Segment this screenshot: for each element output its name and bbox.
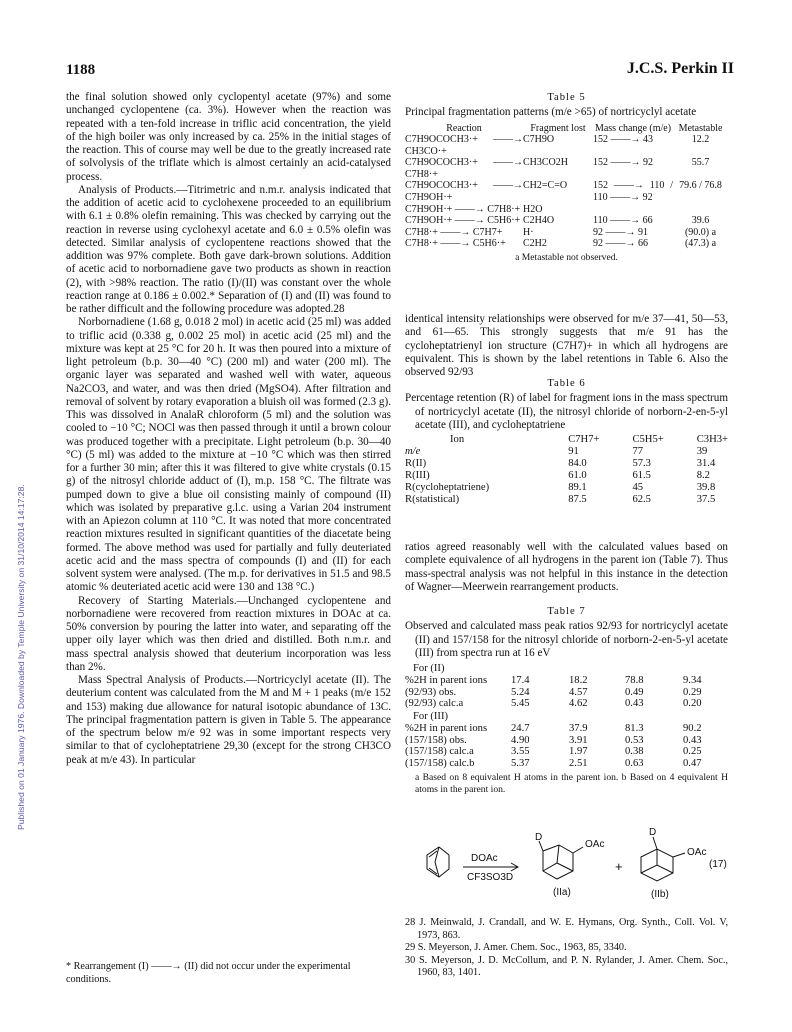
header-cell: Mass change (m/e) [594, 122, 672, 134]
cell: 152 ——→ 92 [593, 157, 653, 169]
cell: 0.43 [625, 698, 644, 710]
table-group-label: For (III) [413, 711, 449, 723]
table-caption: Table 6 [547, 378, 586, 389]
cell: (90.0) a [684, 226, 717, 238]
cell: R(III) [405, 470, 430, 481]
table-row [405, 723, 728, 735]
cell: 91 [568, 446, 579, 457]
table-caption: Table 5 [547, 92, 586, 103]
table-row [405, 470, 728, 482]
table-row [405, 735, 728, 747]
oac-label: OAc [585, 839, 605, 850]
header-cell: Reaction [446, 122, 482, 134]
reagent-top: DOAc [471, 853, 498, 864]
side-note [4, 210, 26, 830]
cell [673, 204, 728, 216]
cell: (157/158) calc.b [405, 758, 475, 770]
cell: 152 ——→ 43 [593, 134, 653, 146]
table7-iii [405, 723, 728, 769]
cell: 8.2 [696, 470, 710, 481]
table-row [405, 180, 728, 203]
table-row [405, 134, 728, 157]
cell: 5.24 [511, 686, 530, 698]
table-title: Percentage retention (R) of label for fragment ions in the mass spectrum of nortricyclyl acetate (II), the nitrosyl chloride of norborn-2-en-5-yl acetate (III), and cycloheptatriene [405, 392, 728, 431]
table-caption: Table 7 [547, 606, 586, 617]
cell: 92 ——→ 91 [593, 226, 648, 238]
product-label-IIa: (IIa) [553, 887, 571, 898]
table7-ii [405, 675, 728, 710]
paragraph: Recovery of Starting Materials.—Unchanged cyclopentene and norbornadiene were recovered from reaction mixtures in DOAc at ca. 50% conversion by pouring the latter into water, and separating off the upper oily layer which was then dried and distilled. Both n.m.r. and mass spectral analysis showed that deuterium incorporation was less than 2%. [66, 594, 391, 673]
header-cell: C7H7+ [568, 434, 600, 445]
cell: 9.34 [683, 675, 702, 687]
cell: 4.57 [569, 686, 588, 698]
body-text: ratios agreed reasonably well with the calculated values based on complete equivalence of all hydrogens in the parent ion (Table 7). Thus mass-spectral analysis was not helpful in this instance in the detection of Wagner—Meerwein rearrangement products. [405, 541, 728, 593]
cell: C7H8·+ ——→ C5H6·+ [405, 238, 506, 250]
table-title: Observed and calculated mass peak ratios 92/93 for nortricyclyl acetate (II) and 157/158 for the nitrosyl chloride of norborn-2-en-5-yl acetate (III) from spectra run at 16 eV [405, 620, 728, 659]
cell: 110 ——→ 66 [593, 215, 653, 227]
table-row [405, 204, 728, 216]
cell: 4.62 [569, 698, 588, 710]
cell: (47.3) a [684, 238, 717, 250]
deuterium-label: D [649, 827, 657, 838]
cell: 37.9 [569, 723, 588, 735]
cell: 5.37 [511, 758, 530, 770]
left-footnote: * Rearrangement (I) ——→ (II) did not occur under the experimental conditions. [66, 961, 351, 985]
cell [593, 204, 673, 216]
table6 [405, 434, 728, 506]
body-text: identical intensity relationships were observed for m/e 37—41, 50—53, and 61—65. This strongly suggests that m/e 91 has the cycloheptatrienyl ion structure (C7H7)+ in which all hydrogens are equivalent. This is shown by the label retentions in Table 6. Also the observed 92/93 [405, 313, 728, 378]
table-row [405, 758, 728, 770]
cell: C7H9OCOCH3·+ ——→ CH3CO·+ [405, 134, 523, 157]
cell: H2O [523, 203, 543, 215]
cell: C7H9OCOCH3·+ ——→ C7H8·+ [405, 157, 523, 180]
table-title: Principal fragmentation patterns (m/e >65) of nortricyclyl acetate [405, 106, 697, 119]
cell: 61.0 [568, 470, 587, 481]
cell: 61.5 [632, 470, 651, 481]
plus-sign: + [615, 859, 623, 874]
cell: 17.4 [511, 675, 530, 687]
cell: 78.8 [625, 675, 644, 687]
paragraph: Mass Spectral Analysis of Products.—Nortricyclyl acetate (II). The deuterium content was calculated from the M and M + 1 peaks (m/e 152 and 153) making due allowance for natural isotopic abundance of 13C. The principal fragmentation pattern is given in Table 5. The appearance of the spectrum below m/e 92 was in some important respects very similar to that of cycloheptatriene 29,30 (except for the strong CH3CO peak at m/e 43). In particular [66, 674, 391, 766]
cell: C7H8·+ ——→ C7H7+ [405, 226, 503, 238]
cell: C7H9OH·+ ——→ C7H8·+ [405, 203, 521, 215]
cell: 90.2 [683, 723, 702, 735]
cell: 57.3 [632, 458, 651, 469]
cell: %2H in parent ions [405, 675, 488, 687]
cell: 39.6 [691, 215, 710, 227]
product-IIb-structure [641, 837, 685, 881]
cell: 4.90 [511, 734, 530, 746]
journal-title: J.C.S. Perkin II [626, 60, 734, 77]
cell: 45 [632, 482, 644, 493]
cell: 0.43 [683, 734, 702, 746]
cell: R(statistical) [405, 494, 460, 505]
cell: 31.4 [696, 458, 716, 469]
cell: C7H9OCOCH3·+ ——→ C7H9OH·+ [405, 180, 523, 204]
table-row [405, 675, 728, 687]
cell: 0.20 [683, 698, 702, 710]
cell: 24.7 [511, 723, 530, 735]
references [405, 917, 728, 980]
table-row [405, 494, 728, 506]
cell: CH2=C=O [523, 180, 568, 192]
table-row [405, 227, 728, 239]
cell: 1.97 [569, 746, 588, 758]
cell: (92/93) obs. [405, 686, 457, 698]
header-cell: C5H5+ [632, 434, 664, 445]
deuterium-label: D [535, 832, 543, 843]
side-note-text: Published on 01 January 1976. Downloaded by Temple University on 31/10/2014 14:17:28. [16, 484, 26, 830]
cell: 84.0 [568, 458, 587, 469]
cell: C7H9OH·+ ——→ C5H6·+ [405, 215, 521, 227]
cell: C7H9O [523, 134, 555, 146]
cell: 152 ——→ 110 / 110 ——→ 92 [593, 180, 673, 204]
reference: 28 J. Meinwald, J. Crandall, and W. E. Hymans, Org. Synth., Coll. Vol. V, 1973, 863. [405, 917, 728, 941]
product-label-IIb: (IIb) [651, 889, 669, 900]
cell: 89.1 [568, 482, 587, 493]
cell: C2H2 [523, 238, 547, 250]
cell: R(II) [405, 458, 427, 469]
cell: 0.63 [625, 758, 644, 770]
paragraph: Analysis of Products.—Titrimetric and n.m.r. analysis indicated that the addition of acetic acid to cyclohexene proceeded to an equilibrium with 6.1 ± 0.8% olefin remaining. This was checked by carrying out the reaction in reverse using cyclohexyl acetate and 6.0 ± 0.5% olefin was detected. Similar analysis of cyclopentene reactions showed that the addition was 97% complete. Both gave dark-brown solutions. Addition of acetic acid to norbornadiene gave two products as shown in reaction (2), with >98% reaction. The ratio (I)/(II) was constant over the whole reaction range at 0.186 ± 0.002.* Separation of (I) and (II) was found to be rather difficult and the following procedure was adopted.28 [66, 183, 391, 315]
cell: (157/158) calc.a [405, 746, 474, 758]
table7-block [405, 605, 728, 796]
cell: 39.8 [696, 482, 716, 493]
table5 [405, 123, 728, 251]
header-cell: Ion [450, 434, 465, 445]
cell: 79.6 / 76.8 [679, 180, 722, 192]
table6-block [405, 377, 728, 506]
table-footnote: a Based on 8 equivalent H atoms in the parent ion. b Based on 4 equivalent H atoms in the parent ion. [415, 771, 728, 795]
table-row [405, 157, 728, 180]
table5-block [405, 91, 728, 264]
cell: %2H in parent ions [405, 723, 488, 735]
cell: 92 ——→ 66 [593, 238, 648, 250]
cell: 55.7 [691, 157, 710, 169]
cell: 0.49 [625, 686, 644, 698]
cell: 0.29 [683, 686, 702, 698]
cell: 0.53 [625, 734, 644, 746]
cell: 87.5 [568, 494, 587, 505]
table-footnote: a Metastable not observed. [515, 252, 618, 264]
left-column [66, 91, 391, 767]
oac-label: OAc [687, 847, 707, 858]
table-row [405, 446, 728, 458]
cell: 0.25 [683, 746, 702, 758]
cell: m/e [405, 446, 421, 457]
equation-number: (17) [709, 859, 727, 870]
reference: 29 S. Meyerson, J. Amer. Chem. Soc., 1963, 85, 3340. [405, 942, 627, 953]
reagent-bottom: CF3SO3D [467, 872, 514, 883]
cell: 3.55 [511, 746, 530, 758]
table-row [405, 238, 728, 250]
table-header-row [405, 123, 728, 135]
cell: (157/158) obs. [405, 734, 467, 746]
header-cell: Metastable [678, 122, 723, 134]
table-header-row [405, 434, 728, 446]
cell: (92/93) calc.a [405, 698, 464, 710]
header-cell: Fragment lost [530, 122, 586, 134]
paragraph: the final solution showed only cyclopentyl acetate (97%) and some unchanged cyclopentene (ca. 3%). However when the reaction was repeated with a ten-fold increase in triflic acid concentration, the yield of the high boiler was only increased by ca. 25% in the initial stages of the reaction. This of course may well be due to the greatly increased rate of solvolysis of the triflate which is almost certainly an acid-catalysed process. [66, 91, 391, 183]
table-row [405, 215, 728, 227]
cell: 18.2 [569, 675, 588, 687]
cell: 62.5 [632, 494, 651, 505]
cell: C2H4O [523, 215, 555, 227]
cell: CH3CO2H [523, 157, 569, 169]
table-row [405, 482, 728, 494]
cell: 3.91 [569, 734, 588, 746]
paragraph: Norbornadiene (1.68 g, 0.018 2 mol) in acetic acid (25 ml) was added to triflic acid (0.338 g, 0.002 25 mol) in acetic acid (25 ml) and the mixture was kept at 25 °C for 20 h. It was then poured into a mixture of light petroleum (b.p. 30—40 °C) (200 ml) and water (200 ml). The organic layer was separated and washed well with water, aqueous Na2CO3, and water, and was then dried (MgSO4). After filtration and removal of solvent by rotary evaporation a bluish oil was formed (2.3 g). This was dissolved in AnalaR chloroform (5 ml) and the solution was cooled to −10 °C; NOCl was then passed through it until a brown colour was produced together with a precipitate. Light petroleum (b.p. 30—40 °C) (5 ml) was added to the mixture at −10 °C which was then stirred for a further 30 min; after this it was filtered to give white crystals (0.15 g) of the nitrosyl chloride adduct of (I), m.p. 158 °C. The filtrate was pumped down to give a blue oil consisting mainly of compound (II) which was isolated by preparative g.l.c. using a Varian 204 instrument with an Apiezon column at 110 °C. It was noted that more concentrated reaction mixtures resulted in significant quantities of the diacetate being formed. The above method was used for partially and fully deuteriated acetic acid and the mass spectra of compounds (I) and (II) for each solvent system were analysed. (The m.p. for derivatives in 51.5 and 98.5 atomic % deuteriated acetic acid were 130 and 138 °C.) [66, 316, 391, 594]
product-IIa-structure [539, 841, 583, 879]
cell: 5.45 [511, 698, 530, 710]
cell: 0.47 [683, 758, 702, 770]
cell: 37.5 [696, 494, 716, 505]
table-group-label: For (II) [413, 663, 445, 674]
cell: H· [523, 226, 534, 238]
cell: R(cycloheptatriene) [405, 482, 490, 493]
table-row [405, 746, 728, 758]
table-row [405, 687, 728, 699]
cell: 2.51 [569, 758, 588, 770]
header-cell: C3H3+ [696, 434, 728, 445]
table-row [405, 698, 728, 710]
cell: 39 [696, 446, 708, 457]
cell: 77 [632, 446, 644, 457]
page-number: 1188 [66, 62, 96, 78]
reference: 30 S. Meyerson, J. D. McCollum, and P. N. Rylander, J. Amer. Chem. Soc., 1960, 83, 1401. [405, 954, 728, 978]
cell: 81.3 [625, 723, 644, 735]
cell: 12.2 [691, 134, 710, 146]
norbornadiene-structure [427, 847, 449, 877]
table-row [405, 458, 728, 470]
cell: 0.38 [625, 746, 644, 758]
reaction-scheme [405, 827, 728, 907]
